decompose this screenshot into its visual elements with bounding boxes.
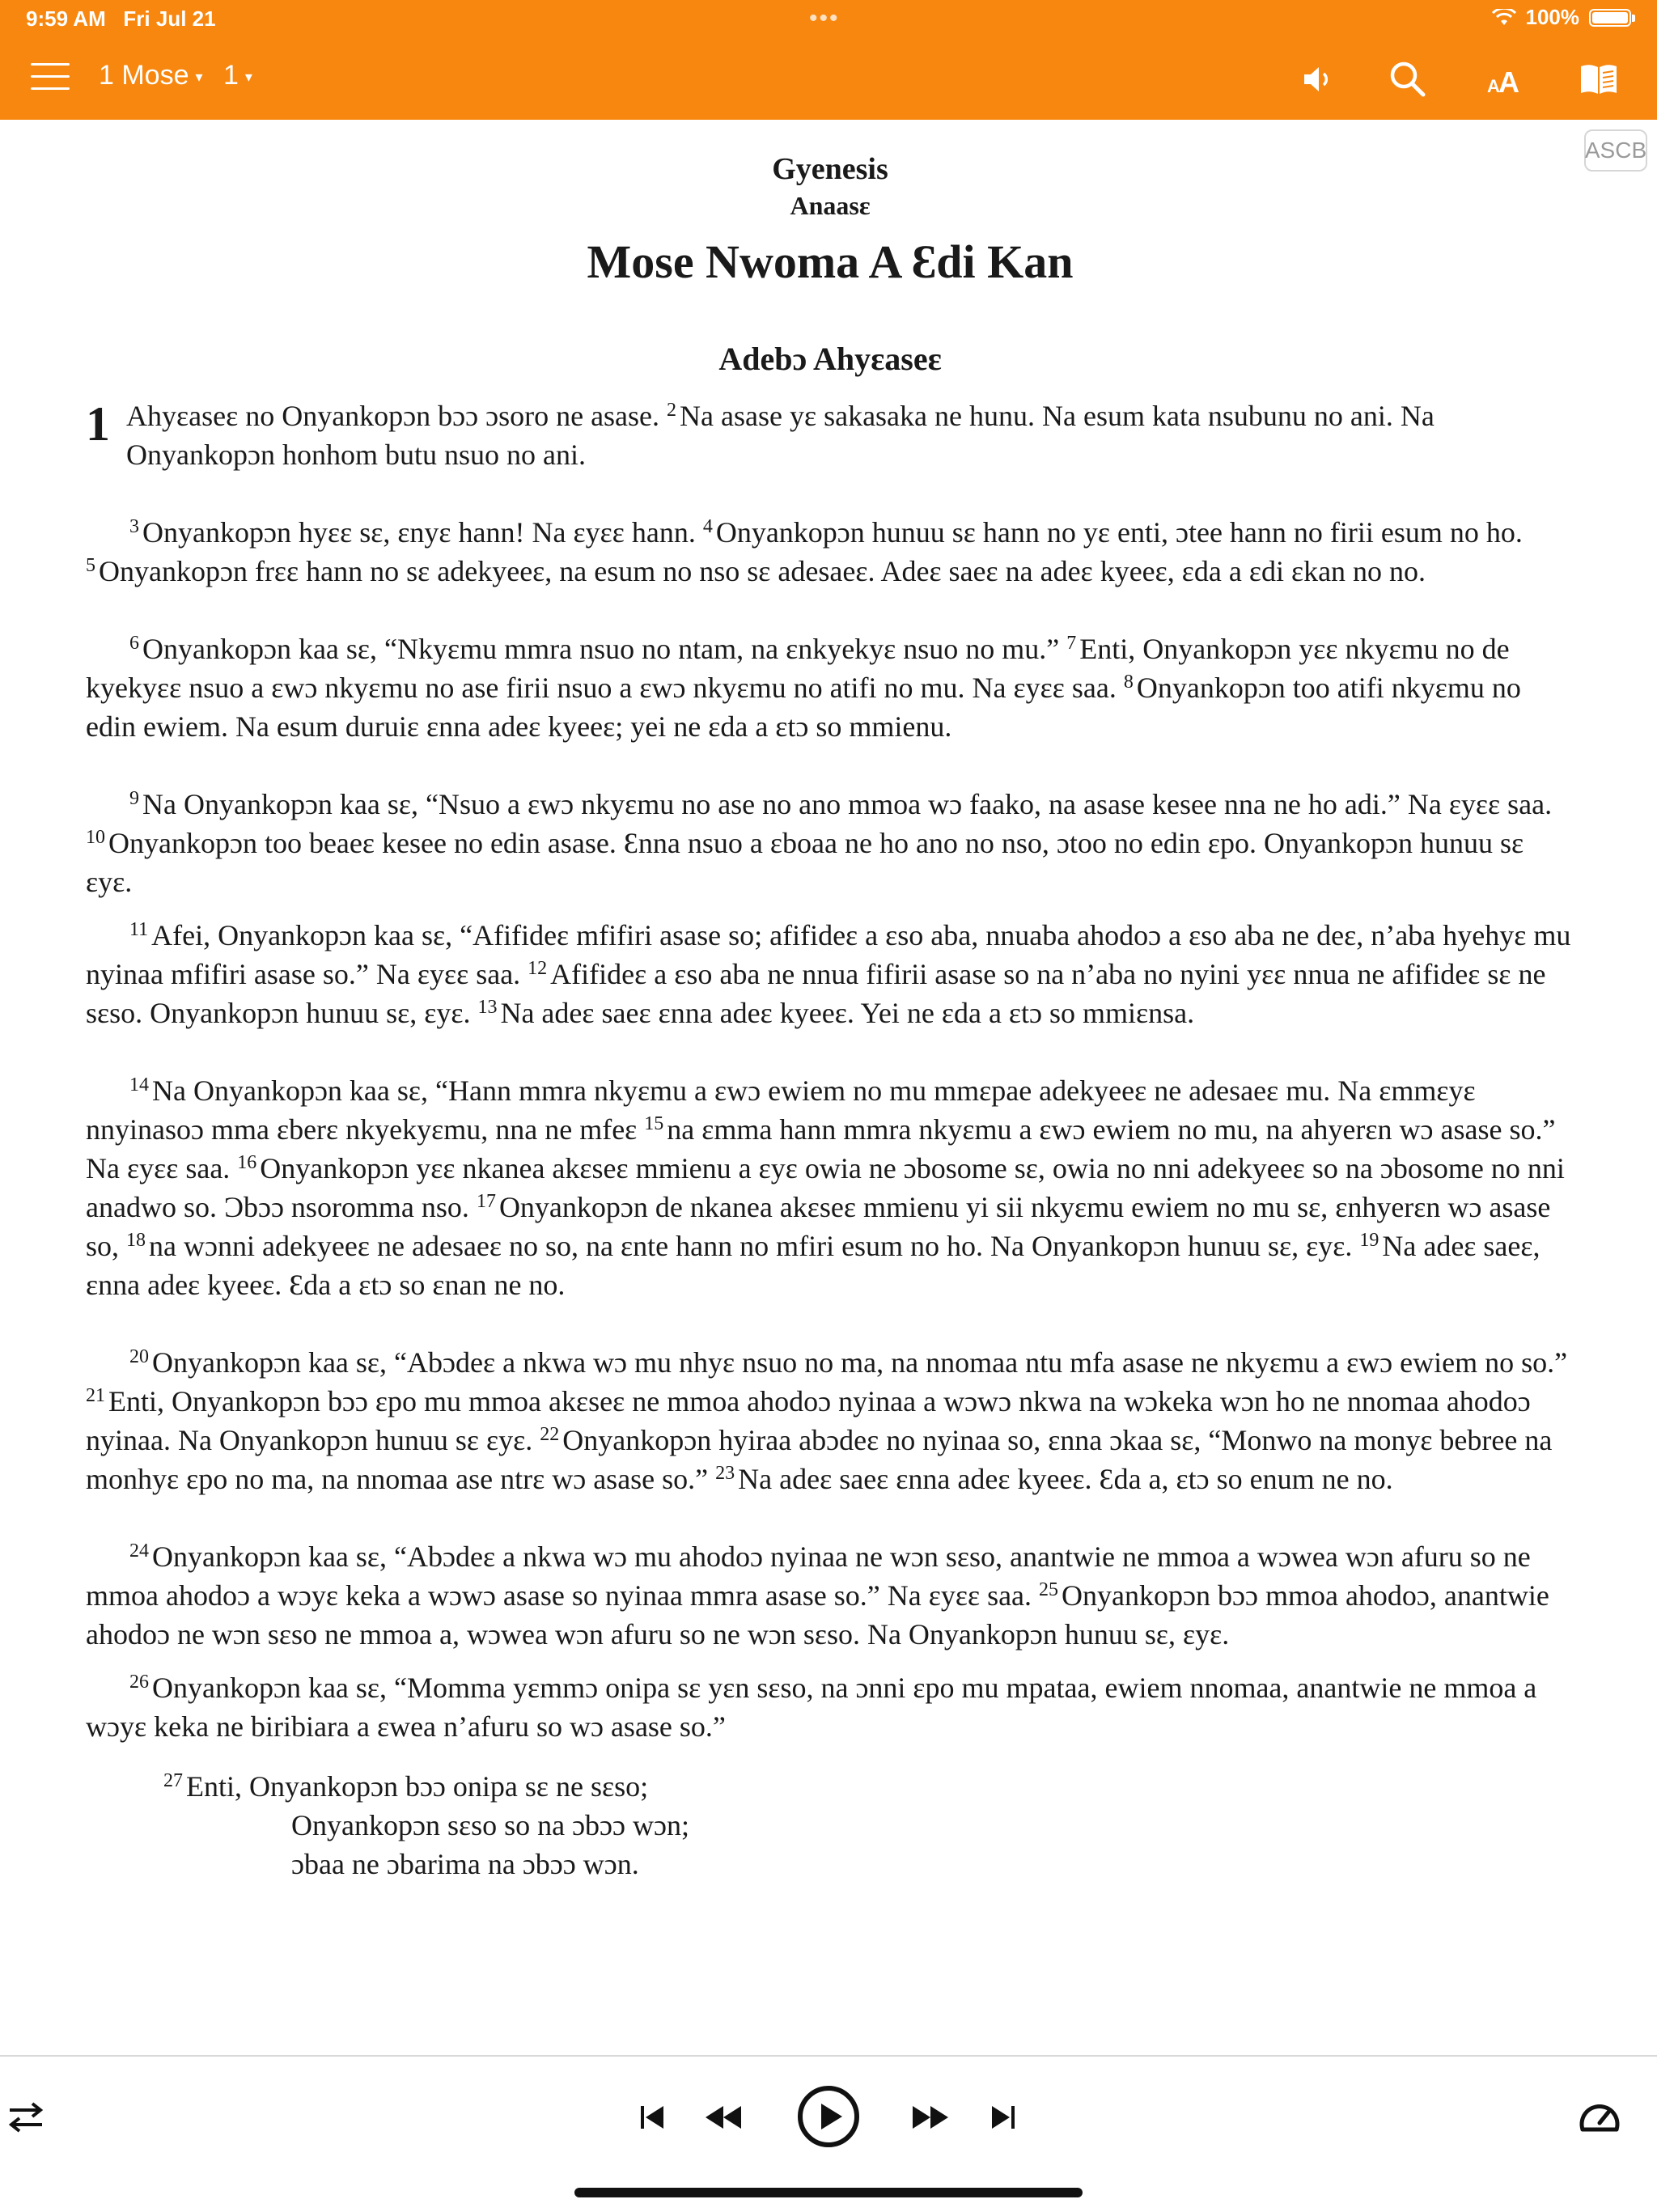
shuffle-icon[interactable] [6,2097,45,2136]
book-title: Mose Nwoma A Ɛdi Kan [587,235,1074,288]
verse-number: 10 [86,827,105,848]
verse-text[interactable]: Na asase yɛ sakasaka ne hunu. Na esum kata nsubunu no ani. Na Onyankopɔn honhom butu nsuo no ani. [126,400,1435,471]
verse-text[interactable]: Onyankopɔn too beaeɛ kesee no edin asase. Ɛnna nsuo a ɛboaa ne ho ano no nso, ɔtoo no edin ɛpo. Onyankopɔn hunuu sɛ ɛyɛ. [86,827,1524,898]
skip-back-icon[interactable] [639,2104,667,2131]
verse-text[interactable]: Enti, Onyankopɔn bɔɔ ɛpo mu mmoa akɛseɛ ne mmoa ahodoɔ nyinaa a wɔwɔ nkwa na wɔkeka wɔn ho ne nnomaa ahodoɔ nyinaa. Na Onyankopɔn hunuu sɛ ɛyɛ. [86,1385,1531,1456]
verse-number: 11 [129,919,149,940]
verse-text[interactable]: Onyankopɔn kaa sɛ, “Momma yɛmmɔ onipa sɛ yɛn sɛso, na ɔnni ɛpo mu mpataa, ewiem nnomaa, anantwie ne mmoa a wɔyɛ keka ne biribiara a ɛwea n’afuru so wɔ asase so.” [86,1672,1537,1743]
paragraph [86,629,1574,746]
verse-text[interactable]: Na Onyankopɔn kaa sɛ, “Hann mmra nkyɛmu a ɛwɔ ewiem no mu mmɛpae adekyeeɛ ne adesaeɛ mu. Na ɛmmɛyɛ nnyinasoɔ mma ɛberɛ nkyekyɛmu, nna ne mfeɛ [86,1074,1476,1146]
book-selector-label: 1 Mose [99,60,189,91]
paragraph [86,396,1574,474]
verse-number: 12 [528,958,548,979]
verse-number: 19 [1359,1230,1379,1251]
verse-number: 5 [86,555,95,576]
verse-text[interactable]: Onyankopɔn hyiraa abɔdeɛ no nyinaa so, ɛnna ɔkaa sɛ, “Monwo na monyɛ bebree na monhyɛ ɛpo no ma, na nnomaa ase ntrɛ wɔ asase so.” [86,1424,1553,1495]
paragraph [86,513,1574,591]
verse-text[interactable]: Onyankopɔn kaa sɛ, “Nkyɛmu mmra nsuo no ntam, na ɛnkyekyɛ nsuo no mu.” [142,633,1067,665]
top-bar [0,0,1657,120]
chevron-down-icon: ▾ [244,68,252,85]
fast-forward-icon[interactable] [911,2104,950,2131]
status-clock: 9:59 AM [26,6,106,31]
status-indicators [1492,5,1632,30]
verse-text[interactable]: ɔbaa ne ɔbarima na ɔbɔɔ wɔn. [291,1848,639,1880]
verse-text[interactable]: Onyankopɔn bɔɔ mmoa ahodoɔ, anantwie ahodoɔ ne wɔn sɛso ne mmoa a, wɔwea wɔn afuru so ne wɔn sɛso. Na Onyankopɔn hunuu sɛ, ɛyɛ. [86,1579,1549,1651]
verse-text[interactable]: Afei, Onyankopɔn kaa sɛ, “Afifideɛ mfifiri asase so; afifideɛ a ɛso aba, nnuaba ahodoɔ a ɛso aba ne deɛ, n’aba hyehyɛ mu nyinaa mfifiri asase so.” Na ɛyɛɛ saa. [86,919,1571,990]
status-date: Fri Jul 21 [123,6,216,31]
text-size-icon[interactable] [1484,58,1526,100]
verse-number: 7 [1066,633,1077,654]
verse-text[interactable]: Onyankopɔn too atifi nkyɛmu no edin ewiem. Na esum duruiɛ ɛnna adeɛ kyeeɛ; yei ne ɛda a ɛtɔ so mmienu. [86,672,1521,743]
verse-text[interactable]: Ahyɛaseɛ no Onyankopɔn bɔɔ ɔsoro ne asase. [126,400,667,432]
verse-number: 3 [129,516,139,537]
play-icon[interactable] [796,2084,861,2149]
verse-number: 27 [163,1770,183,1791]
multitask-dots[interactable]: ••• [809,5,840,32]
poetry-block [86,1767,1574,1884]
verse-number: 23 [715,1463,735,1484]
verse-number: 2 [667,400,677,421]
book-subtitle: Anaasɛ [790,191,871,220]
chevron-down-icon: ▾ [195,68,203,85]
book-selector[interactable] [99,60,203,91]
verse-text[interactable]: Onyankopɔn yɛɛ nkanea akɛseɛ mmienu a ɛyɛ owia ne ɔbosome sɛ, owia no nni adekyeeɛ so na ɔbosome no nni anadwo so. Ɔbɔɔ nsoromma nso. [86,1152,1565,1223]
paragraph [86,916,1574,1032]
verse-number: 13 [477,997,498,1018]
speaker-icon[interactable] [1298,58,1340,100]
status-time [26,6,216,32]
verse-number: 9 [129,788,139,809]
svg-text:A: A [1498,66,1519,99]
version-badge[interactable]: ASCB [1584,129,1647,172]
verse-number: 25 [1039,1579,1059,1600]
svg-text:A: A [1487,76,1500,96]
verse-number: 14 [129,1074,149,1095]
section-heading: Adebɔ Ahyɛaseɛ [718,341,942,377]
skip-forward-icon[interactable] [989,2104,1016,2131]
chapter-selector-label: 1 [223,60,239,91]
battery-icon [1589,9,1631,27]
verse-number: 22 [540,1424,560,1445]
verse-text[interactable]: Na adeɛ saeɛ ɛnna adeɛ kyeeɛ. Ɛda a, ɛtɔ so enum ne no. [738,1463,1393,1495]
poetry-line [86,1767,1574,1806]
verse-text[interactable]: Na adeɛ saeɛ ɛnna adeɛ kyeeɛ. Yei ne ɛda a ɛtɔ so mmiɛnsa. [500,997,1195,1029]
paragraph [86,1537,1574,1654]
verse-text[interactable]: Enti, Onyankopɔn yɛɛ nkyɛmu no de kyekyɛɛ nsuo a ɛwɔ nkyɛmu no ase firii nsuo a ɛwɔ nkyɛmu no atifi no mu. Na ɛyɛɛ saa. [86,633,1510,704]
verse-text[interactable]: na wɔnni adekyeeɛ ne adesaeɛ no so, na ɛnte hann no mfiri esum no ho. Na Onyankopɔn hunuu sɛ, ɛyɛ. [149,1230,1360,1262]
verse-text[interactable]: Onyankopɔn sɛso so na ɔbɔɔ wɔn; [291,1809,689,1841]
poetry-line [86,1806,1574,1845]
verse-text[interactable]: Na Onyankopɔn kaa sɛ, “Nsuo a ɛwɔ nkyɛmu no ase no ano mmoa wɔ faako, na asase kesee nna ne ho adi.” Na ɛyɛɛ saa. [142,788,1553,820]
verse-text[interactable]: Na adeɛ saeɛ, ɛnna adeɛ kyeeɛ. Ɛda a ɛtɔ so ɛnan ne no. [86,1230,1540,1301]
chapter-number: 1 [86,397,110,451]
verse-number: 17 [476,1191,496,1212]
home-indicator[interactable] [574,2188,1083,2197]
verse-number: 26 [129,1672,149,1693]
verse-text[interactable]: Enti, Onyankopɔn bɔɔ onipa sɛ ne sɛso; [186,1770,649,1803]
paragraph [86,1343,1574,1498]
verse-number: 6 [129,633,139,654]
verse-number: 4 [702,516,713,537]
wifi-icon [1492,9,1516,27]
paragraph [86,1071,1574,1304]
paragraph [86,785,1574,901]
verse-number: 16 [237,1152,257,1173]
book-open-icon[interactable] [1578,58,1620,100]
verse-text[interactable]: Afifideɛ a ɛso aba ne nnua fifirii asase so na n’aba no nyini yɛɛ nnua ne afifideɛ sɛ ne sɛso. Onyankopɔn hunuu sɛ, ɛyɛ. [86,958,1546,1029]
verse-number: 15 [644,1113,664,1134]
verse-text[interactable]: Onyankopɔn kaa sɛ, “Abɔdeɛ a nkwa wɔ mu nhyɛ nsuo no ma, na nnomaa ntu mfa asase ne nkyɛmu a ɛwɔ ewiem no so.” [152,1346,1568,1379]
verse-number: 20 [129,1346,149,1367]
poetry-line [86,1845,1574,1884]
rewind-icon[interactable] [704,2104,743,2131]
chapter-selector[interactable] [223,60,252,91]
book-name: Gyenesis [772,152,888,186]
paragraph [86,1668,1574,1746]
search-icon[interactable] [1387,58,1429,100]
verse-number: 21 [86,1385,105,1406]
verse-text[interactable]: Onyankopɔn hunuu sɛ hann no yɛ enti, ɔtee hann no firii esum no ho. [715,516,1523,549]
battery-percent: 100% [1525,5,1579,29]
menu-icon[interactable] [31,63,70,92]
verse-text[interactable]: Onyankopɔn frɛɛ hann no sɛ adekyeeɛ, na esum no nso sɛ adesaeɛ. Adeɛ saeɛ na adeɛ kyeeɛ, ɛda a ɛdi ɛkan no no. [99,555,1426,587]
verse-number: 24 [129,1540,149,1562]
verse-number: 8 [1123,672,1134,693]
verse-number: 18 [126,1230,146,1251]
scripture-content [86,146,1574,1884]
verse-text[interactable]: Onyankopɔn de nkanea akɛseɛ mmienu yi sii nkyɛmu ewiem no mu sɛ, ɛnhyerɛn wɔ asase so, [86,1191,1551,1262]
verse-text[interactable]: Onyankopɔn hyɛɛ sɛ, ɛnyɛ hann! Na ɛyɛɛ hann. [142,516,703,549]
speed-icon[interactable] [1578,2099,1621,2134]
verse-text[interactable]: Onyankopɔn kaa sɛ, “Abɔdeɛ a nkwa wɔ mu ahodoɔ nyinaa ne wɔn sɛso, anantwie ne mmoa a wɔwea wɔn afuru so ne mmoa ahodoɔ a wɔyɛ keka a wɔwɔ asase so nyinaa mmra asase so.” Na ɛyɛɛ saa. [86,1540,1531,1612]
verse-text[interactable]: na ɛmma hann mmra nkyɛmu a ɛwɔ ewiem no mu, na ahyerɛn wɔ asase so.” Na ɛyɛɛ saa. [86,1113,1556,1184]
